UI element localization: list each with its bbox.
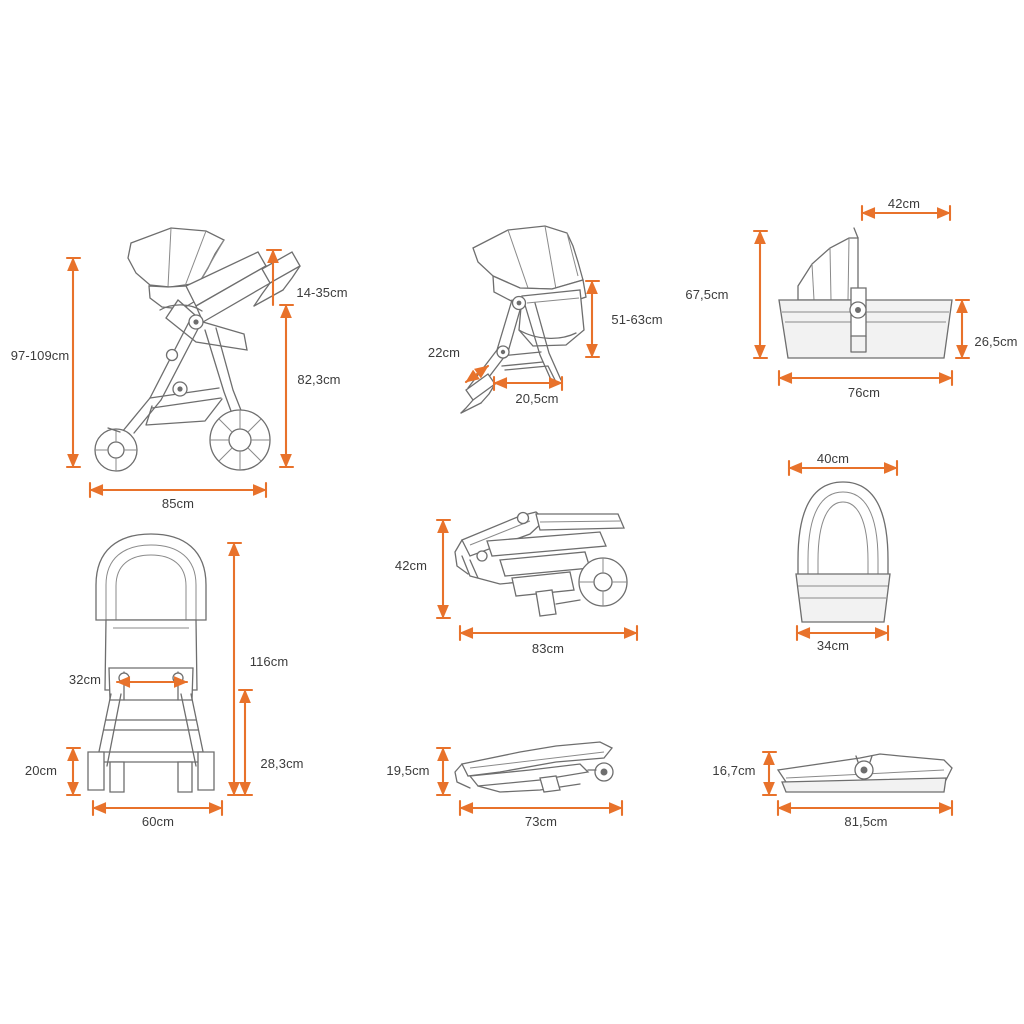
dim-label-carrycot-flat-height: 16,7cm — [712, 763, 756, 778]
dim-label-carrycot-flat-length: 81,5cm — [844, 814, 888, 829]
carrycot-front-view-drawing — [796, 482, 890, 622]
dim-label-carrycot-top-width: 40cm — [816, 451, 850, 466]
carrycot-side-view-drawing — [779, 228, 952, 358]
dim-label-overall-width: 60cm — [141, 814, 175, 829]
stroller-folded-flat-view-drawing — [455, 742, 613, 792]
dim-label-folded-length: 83cm — [531, 641, 565, 656]
stroller-front-view-drawing — [88, 534, 214, 792]
dim-label-seat-inner-height: 28,3cm — [260, 756, 304, 771]
dim-label-seat-height: 82,3cm — [297, 372, 341, 387]
dim-label-handle-height: 97-109cm — [10, 348, 70, 363]
carrycot-folded-flat-view-drawing — [778, 754, 952, 792]
dim-label-folded-height: 42cm — [394, 558, 428, 573]
dim-label-carrycot-total-height: 67,5cm — [685, 287, 729, 302]
stroller-side-view-seat-forward-drawing — [95, 228, 300, 471]
dim-label-carrycot-length: 76cm — [847, 385, 881, 400]
stroller-side-view-seat-reversed-drawing — [461, 226, 586, 413]
dim-label-carrycot-body-height: 26,5cm — [974, 334, 1018, 349]
dim-label-base-length: 20,5cm — [515, 391, 559, 406]
dim-label-seat-recline-height: 51-63cm — [611, 312, 663, 327]
dim-label-canopy-width: 42cm — [887, 196, 921, 211]
dim-label-seat-width: 32cm — [68, 672, 102, 687]
dim-label-total-height: 116cm — [249, 654, 289, 669]
dim-label-ground-clearance: 20cm — [24, 763, 58, 778]
dim-label-carrycot-base-width: 34cm — [816, 638, 850, 653]
dim-label-seat-back-offset: 14-35cm — [296, 285, 348, 300]
dim-label-overall-length: 85cm — [161, 496, 195, 511]
dim-label-folded-flat-height: 19,5cm — [386, 763, 430, 778]
stroller-folded-side-view-drawing — [455, 512, 627, 616]
dim-label-folded-flat-length: 73cm — [524, 814, 558, 829]
dim-label-footrest-depth: 22cm — [427, 345, 461, 360]
